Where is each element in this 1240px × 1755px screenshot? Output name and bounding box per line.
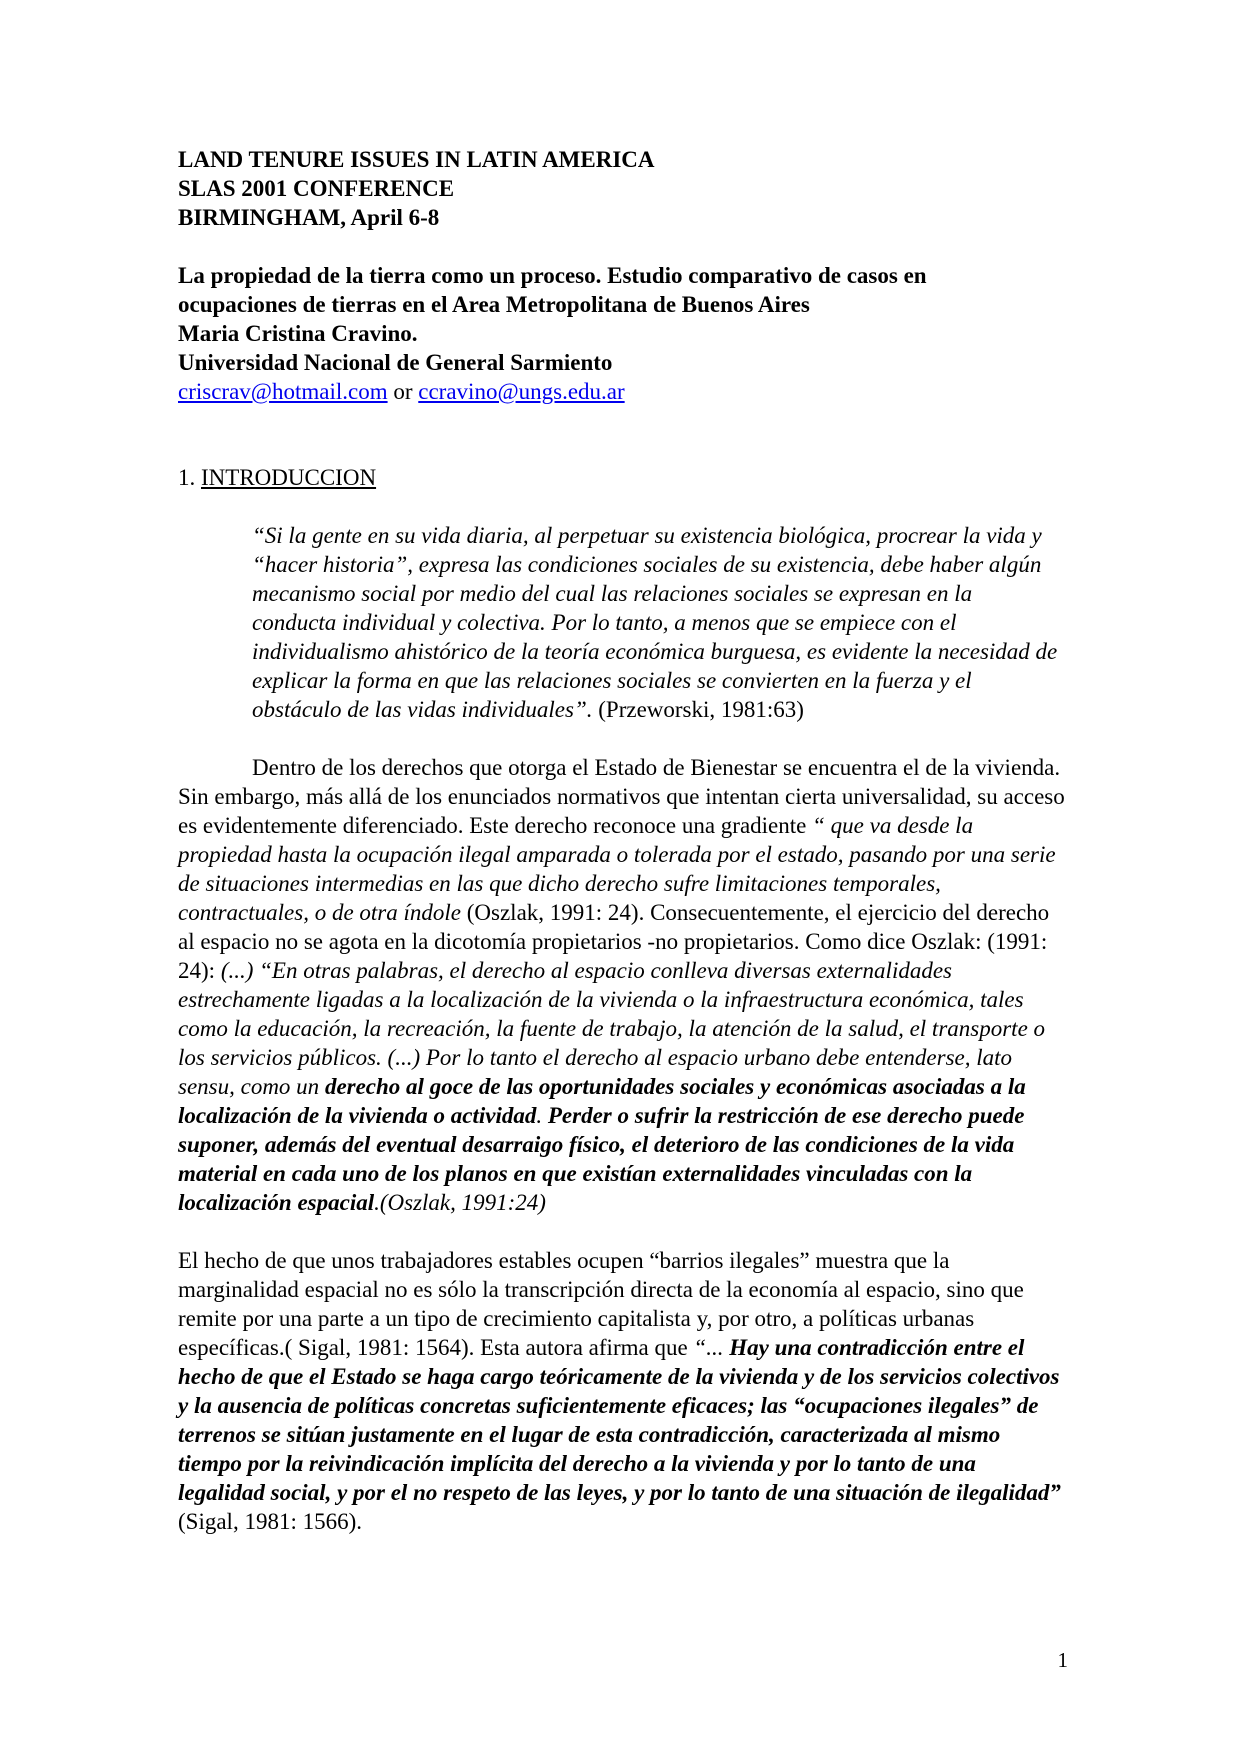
- section-title: INTRODUCCION: [201, 465, 377, 490]
- p1-text-a: Dentro de los derechos que otorga el Estado de Bienestar se encuentra el de la vivienda. Sin embargo, más allá de los enunciados normativos que intentan cierta universalidad, su acceso es evidentemente diferenciado. Este derecho reconoce una gradiente: [178, 755, 1065, 838]
- header-line-1: LAND TENURE ISSUES IN LATIN AMERICA: [178, 147, 655, 172]
- header-line-3: BIRMINGHAM, April 6-8: [178, 205, 440, 230]
- paper-title-line-2: ocupaciones de tierras en el Area Metropolitana de Buenos Aires: [178, 292, 810, 317]
- page-number: 1: [1057, 1648, 1068, 1672]
- p1-italic-a: “ que va desde la propiedad hasta la ocupación ilegal amparada o tolerada por el estado, pasando por una serie de situaciones intermedias en las que dicho derecho sufre limitaciones temporales, contractuales, o de otra índole: [178, 813, 1056, 925]
- body-paragraph-1: [178, 753, 1068, 1217]
- section-heading: [178, 463, 1068, 492]
- email-link-2[interactable]: ccravino@ungs.edu.ar: [418, 379, 625, 404]
- body-paragraph-2: [178, 1246, 1068, 1536]
- email-separator: or: [387, 379, 419, 404]
- p1-italic-d: .(Oszlak, 1991:24): [374, 1190, 546, 1215]
- epigraph-quote: [252, 521, 1062, 724]
- email-link-1[interactable]: criscrav@hotmail.com: [178, 379, 388, 404]
- epigraph-text: “Si la gente en su vida diaria, al perpetuar su existencia biológica, procrear la vida y “hacer historia”, expresa las condiciones sociales de su existencia, debe haber algún mecanismo social por medio del cual las relaciones sociales se expresan en la conducta individual y colectiva. Por lo tanto, a menos que se empiece con el individualismo ahistórico de la teoría económica burguesa, es evidente la necesidad de explicar la forma en que las relaciones sociales se convierten en la fuerza y el obstáculo de las vidas individuales”.: [252, 523, 1058, 722]
- author-affiliation: Universidad Nacional de General Sarmiento: [178, 350, 613, 375]
- p1-text-b: (Oszlak, 1991: 24). Consecuentemente, el ejercicio del derecho al espacio no se agota en la dicotomía propietarios -no propietarios. Como dice Oszlak: (1991: 24):: [178, 900, 1050, 983]
- conference-header: [178, 145, 1068, 232]
- paper-title-line-1: La propiedad de la tierra como un proceso. Estudio comparativo de casos en: [178, 263, 927, 288]
- author-name: Maria Cristina Cravino.: [178, 321, 418, 346]
- author-emails: [178, 377, 1068, 406]
- header-line-2: SLAS 2001 CONFERENCE: [178, 176, 455, 201]
- p1-bold-a: derecho al goce de las oportunidades sociales y económicas asociadas a la localización de la vivienda o actividad: [178, 1074, 1026, 1128]
- p2-italic-a: “...: [693, 1335, 730, 1360]
- p2-text-a: El hecho de que unos trabajadores estables ocupen “barrios ilegales” muestra que la marginalidad espacial no es sólo la transcripción directa de la economía al espacio, sino que remite por una parte a un tipo de crecimiento capitalista y, por otro, a políticas urbanas específicas.( Sigal, 1981: 1564). Esta autora afirma que: [178, 1248, 1024, 1360]
- p1-italic-b: (...) “En otras palabras, el derecho al espacio conlleva diversas externalidades estrechamente ligadas a la localización de la vivienda o la infraestructura económica, tales como la educación, la recreación, la fuente de trabajo, la atención de la salud, el transporte o los servicios públicos. (...) Por lo tanto el derecho al espacio urbano debe entenderse, lato sensu, como un: [178, 958, 1046, 1099]
- document-page: [178, 145, 1068, 1536]
- paper-title-block: [178, 261, 1068, 406]
- p1-italic-c: .: [536, 1103, 548, 1128]
- p2-bold-italic-a: Hay una contradicción entre el hecho de que el Estado se haga cargo teóricamente de la vivienda y de los servicios colectivos y la ausencia de políticas concretas suficientemente eficaces; las “ocupaciones ilegales” de terrenos se sitúan justamente en el lugar de esta contradicción, caracterizada al mismo tiempo por la reivindicación implícita del derecho a la vivienda y por lo tanto de una legalidad social, y por el no respeto de las leyes, y por lo tanto de una situación de ilegalidad”: [178, 1335, 1061, 1505]
- p2-text-b: (Sigal, 1981: 1566).: [178, 1509, 362, 1534]
- p1-bold-italic-a: Perder o sufrir la restricción de ese derecho puede suponer, además del eventual desarraigo físico, el deterioro de las condiciones de la vida material en cada uno de los planos en que existían externalidades vinculadas con la localización espacial: [178, 1103, 1025, 1215]
- section-number: 1.: [178, 465, 201, 490]
- epigraph-citation: (Przeworski, 1981:63): [592, 697, 804, 722]
